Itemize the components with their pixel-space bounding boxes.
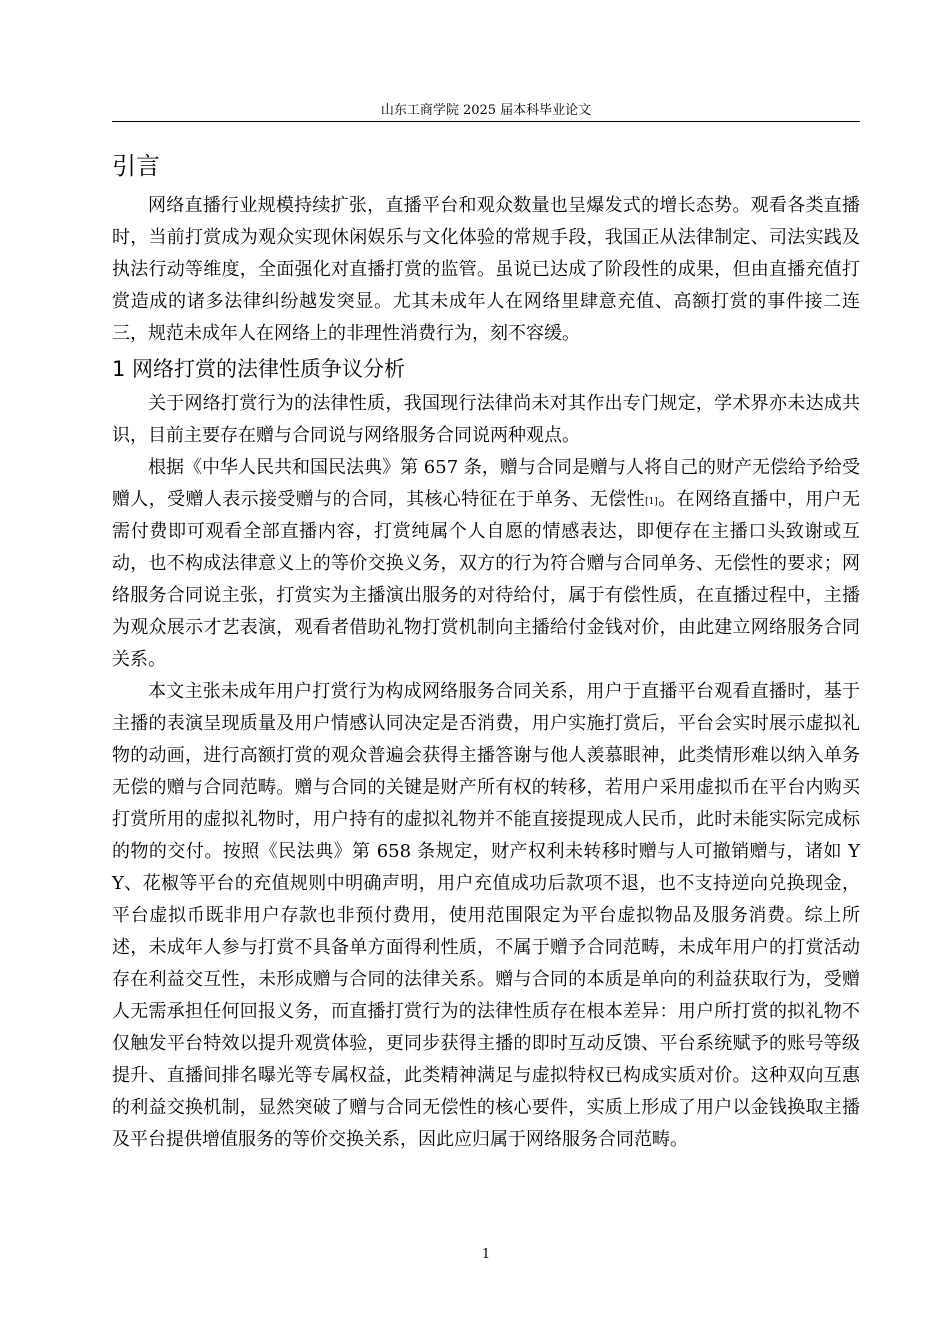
paragraph-2-text-b: 。在网络直播中，用户无需付费即可观看全部直播内容，打赏纯属个人自愿的情感表达，即便存在主播口头致谢或互动，也不构成法律意义上的等价交换义务，双方的行为符合赠与合同单务、无偿性的要求；网络服务合同说主张，打赏实为主播演出服务的对待给付，属于有偿性质，在直播过程中，主播为观众展示才艺表演，观看者借助礼物打赏机制向主播给付金钱对价，由此建立网络服务合同关系。 [112,489,861,670]
section-1-heading: 1 网络打赏的法律性质争议分析 [112,357,406,381]
section-1-paragraph-2 [112,452,860,676]
running-header: 山东工商学院 2025 届本科毕业论文 [380,103,592,118]
paragraph-2-text-a: 根据《中华人民共和国民法典》第 657 条，赠与合同是赠与人将自己的财产无偿给予给受赠人，受赠人表示接受赠与的合同，其核心特征在于单务、无偿性 [112,457,860,510]
citation-1: [1] [645,497,658,507]
intro-heading: 引言 [112,152,160,180]
intro-paragraph: 网络直播行业规模持续扩张，直播平台和观众数量也呈爆发式的增长态势。观看各类直播时，当前打赏成为观众实现休闲娱乐与文化体验的常规手段，我国正从法律制定、司法实践及执法行动等维度，全面强化对直播打赏的监管。虽说已达成了阶段性的成果，但由直播充值打赏造成的诸多法律纠纷越发突显。尤其未成年人在网络里肆意充值、高额打赏的事件接二连三，规范未成年人在网络上的非理性消费行为，刻不容缓。 [112,195,860,344]
page-number: 1 [481,1247,491,1262]
page-body [112,146,860,1156]
header-rule [112,121,860,122]
section-1-paragraph-1: 关于网络打赏行为的法律性质，我国现行法律尚未对其作出专门规定，学术界亦未达成共识，目前主要存在赠与合同说与网络服务合同说两种观点。 [112,393,860,446]
section-1-paragraph-3: 本文主张未成年用户打赏行为构成网络服务合同关系，用户于直播平台观看直播时，基于主播的表演呈现质量及用户情感认同决定是否消费，用户实施打赏后，平台会实时展示虚拟礼物的动画，进行高额打赏的观众普遍会获得主播答谢与他人羡慕眼神，此类情形难以纳入单务无偿的赠与合同范畴。赠与合同的关键是财产所有权的转移，若用户采用虚拟币在平台内购买打赏所用的虚拟礼物时，用户持有的虚拟礼物并不能直接提现成人民币，此时未能实际完成标的物的交付。按照《民法典》第 658 条规定，财产权利未转移时赠与人可撤销赠与，诸如 YY、花椒等平台的充值规则中明确声明，用户充值成功后款项不退，也不支持逆向兑换现金，平台虚拟币既非用户存款也非预付费用，使用范围限定为平台虚拟物品及服务消费。综上所述，未成年人参与打赏不具备单方面得利性质，不属于赠予合同范畴，未成年用户的打赏活动存在利益交互性，未形成赠与合同的法律关系。赠与合同的本质是单向的利益获取行为，受赠人无需承担任何回报义务，而直播打赏行为的法律性质存在根本差异：用户所打赏的拟礼物不仅触发平台特效以提升观赏体验，更同步获得主播的即时互动反馈、平台系统赋予的账号等级提升、直播间排名曝光等专属权益，此类精神满足与虚拟特权已构成实质对价。这种双向互惠的利益交换机制，显然突破了赠与合同无偿性的核心要件，实质上形成了用户以金钱换取主播及平台提供增值服务的等价交换关系，因此应归属于网络服务合同范畴。 [112,681,860,1150]
